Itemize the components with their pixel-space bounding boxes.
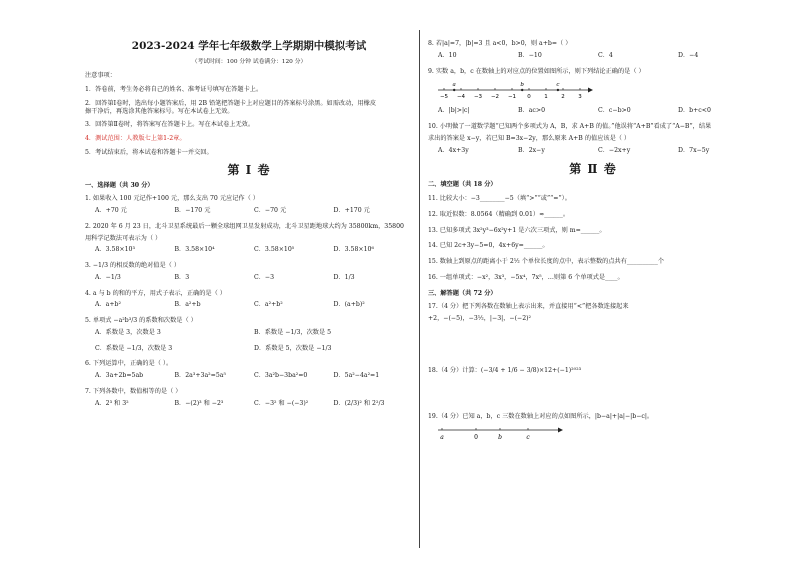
option-b[interactable]: B．系数是 −1/3，次数是 5 (254, 328, 332, 336)
options-10 (438, 147, 758, 155)
option-b[interactable]: B．−10 (518, 51, 542, 59)
part2-heading: 第 Ⅱ 卷 (569, 162, 617, 177)
option-d[interactable]: D．−4 (678, 51, 699, 59)
option-a[interactable]: A．10 (438, 51, 457, 59)
point-a (453, 89, 455, 91)
note-item: 5．考试结束后，将本试卷和答题卡一并交回。 (85, 148, 213, 156)
option-b[interactable]: B．−(2)³ 和 −2³ (174, 399, 224, 407)
option-b[interactable]: B．3 (174, 273, 190, 281)
question-11: 11. 比较大小：−3________−5（填“>”“或”“=”）。 (428, 195, 571, 202)
notes-heading: 注意事项： (85, 72, 116, 80)
option-c[interactable]: C．系数是 −1/3，次数是 3 (95, 344, 173, 352)
right-column (428, 40, 758, 452)
question-9: 9. 实数 a，b，c 在数轴上的对应点的位置如图所示，则下列结论正确的是（ ） (428, 67, 645, 75)
exam-title: 2023-2024 学年七年级数学上学期期中模拟考试 (131, 40, 367, 52)
option-a[interactable]: A．a+b² (95, 301, 121, 309)
question-12: 12. 取近似数：8.0564（精确到 0.01）≈______。 (428, 210, 570, 218)
options-5a (95, 329, 413, 337)
option-b[interactable]: B．3.58×10⁴ (174, 246, 215, 254)
options-3 (95, 274, 413, 282)
exam-subtitle: （考试时间：100 分钟 试卷满分：120 分） (191, 59, 307, 66)
option-a[interactable]: A．+70 元 (95, 207, 127, 215)
note-item: 2．回答第Ⅰ卷时，选出每小题答案后，用 2B 铅笔把答题卡上对应题目的答案标号涂黑。如需改动，用橡皮 (85, 99, 377, 107)
question-3: 3. −1/3 的相反数的绝对值是（ ） (85, 262, 181, 270)
option-c[interactable]: C．a²+b² (254, 301, 283, 309)
option-c[interactable]: C．4 (598, 51, 613, 59)
tick-label: 2 (561, 94, 565, 101)
section-fill: 二、填空题（共 18 分） (428, 181, 497, 189)
option-a[interactable]: A．4x+3y (438, 146, 469, 154)
options-9 (438, 107, 758, 115)
left-column (85, 36, 413, 415)
tick-label: b (498, 434, 502, 442)
option-b[interactable]: B．2x−y (518, 146, 545, 154)
number-line-q9 (436, 79, 758, 101)
question-5: 5. 单项式 −a²b³/3 的系数和次数是（ ） (85, 317, 197, 325)
option-b[interactable]: B．ac>0 (518, 107, 546, 115)
option-b[interactable]: B．−170 元 (174, 207, 211, 215)
options-8 (438, 52, 758, 60)
tick-label: a (440, 434, 444, 442)
tick-label: 3 (578, 94, 582, 101)
option-d[interactable]: D．7x−5y (678, 146, 710, 154)
options-7 (95, 400, 413, 408)
option-d[interactable]: D．3.58×10⁶ (333, 246, 374, 254)
point-c (557, 89, 559, 91)
option-d[interactable]: D．(2/3)² 和 2²/3 (333, 399, 385, 407)
tick-label: −5 (439, 94, 449, 101)
note-item: 擦干净后，再选涂其他答案标号。写在本试卷上无效。 (85, 107, 234, 115)
column-divider (419, 30, 420, 548)
question-1: 1. 如果收入 100 元记作+100 元，那么支出 70 元应记作（ ） (85, 195, 259, 203)
tick-label: −2 (490, 94, 500, 101)
options-4 (95, 301, 413, 309)
point-label: a (452, 82, 456, 89)
option-c[interactable]: C．−3 (254, 273, 275, 281)
question-17: 17.（4 分）把下列各数在数轴上表示出来，并直接用“<”把各数连接起来 (428, 303, 629, 311)
option-a[interactable]: A．2³ 和 3² (95, 399, 129, 407)
option-c[interactable]: C．3.58×10⁵ (254, 246, 295, 254)
section-choice: 一、选择题（共 30 分） (85, 181, 154, 189)
option-b[interactable]: B．a²+b (174, 301, 201, 309)
note-item-range: 4．测试范围：人教版七上第1-2章。 (85, 135, 186, 143)
tick-label: 1 (544, 94, 548, 101)
number-line-svg (436, 79, 596, 101)
question-2: 2. 2020 年 6 月 23 日，北斗卫星系统最后一颗全球组网卫星发射成功，北斗卫星距地球大约为 35800km，35800 (85, 222, 404, 230)
question-7: 7. 下列各数中，数值相等的是（ ） (85, 387, 182, 395)
question-18: 18.（4 分）计算：(−3/4 + 1/6 − 3/8)×12+(−1)²⁰²³ (428, 366, 582, 374)
option-a[interactable]: A．3.58×10³ (95, 246, 135, 254)
tick-label: 0 (474, 434, 478, 442)
question-15: 15. 数轴上到原点的距离小于 2½ 个单位长度的点中，表示整数的点共有__________个 (428, 258, 665, 265)
question-6: 6. 下列运算中，正确的是（ ）。 (85, 360, 173, 368)
tick-label: c (526, 434, 530, 442)
option-c[interactable]: C．c−b>0 (598, 107, 631, 115)
point-b (521, 89, 523, 91)
section-answer: 三、解答题（共 72 分） (428, 289, 497, 297)
number-line-q19 (436, 424, 758, 446)
question-10: 10. 小明做了一道数学题“已知两个多项式为 A，B，求 A+B 的值。”他误将“A+B”看成了“A−B”，结果 (428, 123, 712, 130)
options-5b (95, 345, 413, 353)
option-c[interactable]: C．−3² 和 −(−3)² (254, 399, 309, 407)
question-4: 4. a 与 b 的和的平方，用式子表示，正确的是（ ） (85, 289, 226, 297)
option-d[interactable]: D．5a²−4a²=1 (333, 372, 380, 380)
option-b[interactable]: B．2a³+3a²=5a⁵ (174, 372, 226, 380)
tick-label: 0 (527, 94, 531, 101)
options-6 (95, 372, 413, 380)
question-2-cont: 用科学记数法可表示为（ ） (85, 234, 162, 242)
option-d[interactable]: D．b+c<0 (678, 107, 711, 115)
number-line-svg-2 (436, 424, 566, 444)
tick-label: −4 (456, 94, 466, 101)
question-16: 16. 一组单项式：−x²，3x³，−5x⁴，7x⁵，…则第 6 个单项式是____。 (428, 273, 624, 281)
question-14: 14. 已知 2c+3y−5=0，4x+6y=______。 (428, 242, 549, 250)
question-8: 8. 若|a|=7，|b|=3 且 a<0，b>0，则 a+b=（ ） (428, 40, 572, 47)
note-item: 1．答卷前，考生务必将自己的姓名、准考证号填写在答题卡上。 (85, 86, 263, 94)
question-17-numbers: +2，−(−5)，−3½，|−3|，−(−2)² (428, 315, 532, 322)
option-c[interactable]: C．3a²b−3ba²=0 (254, 372, 308, 380)
option-a[interactable]: A．3a+2b=5ab (95, 372, 144, 380)
question-13: 13. 已知多项式 3x²y³−6x²y+1 是六次三项式，则 m=______。 (428, 226, 606, 234)
point-label: c (556, 82, 560, 89)
point-label: b (520, 82, 524, 89)
options-1 (95, 207, 413, 215)
part1-heading: 第 Ⅰ 卷 (227, 162, 271, 177)
options-2 (95, 246, 413, 254)
note-item: 3．回答第Ⅱ卷时，将答案写在答题卡上。写在本试卷上无效。 (85, 121, 255, 129)
option-d[interactable]: D．系数是 5，次数是 −1/3 (254, 344, 332, 352)
tick-label: −1 (507, 94, 517, 101)
option-c[interactable]: C．−2x+y (598, 146, 631, 154)
tick-label: −3 (473, 94, 483, 101)
option-a[interactable]: A．|b|>|c| (438, 107, 470, 115)
option-d[interactable]: D．1/3 (333, 273, 355, 281)
question-10-cont: 求出的答案是 x−y，若已知 B=3x−2y，那么原来 A+B 的值应该是（ ） (428, 134, 631, 142)
option-d[interactable]: D．(a+b)² (333, 301, 365, 309)
option-c[interactable]: C．−70 元 (254, 207, 287, 215)
question-19: 19.（4 分）已知 a，b，c 三数在数轴上对应的点如图所示，|b−a|+|a|−|b−c|。 (428, 412, 654, 420)
option-a[interactable]: A．系数是 3，次数是 3 (95, 328, 161, 336)
option-d[interactable]: D．+170 元 (333, 207, 370, 215)
option-a[interactable]: A．−1/3 (95, 273, 121, 281)
